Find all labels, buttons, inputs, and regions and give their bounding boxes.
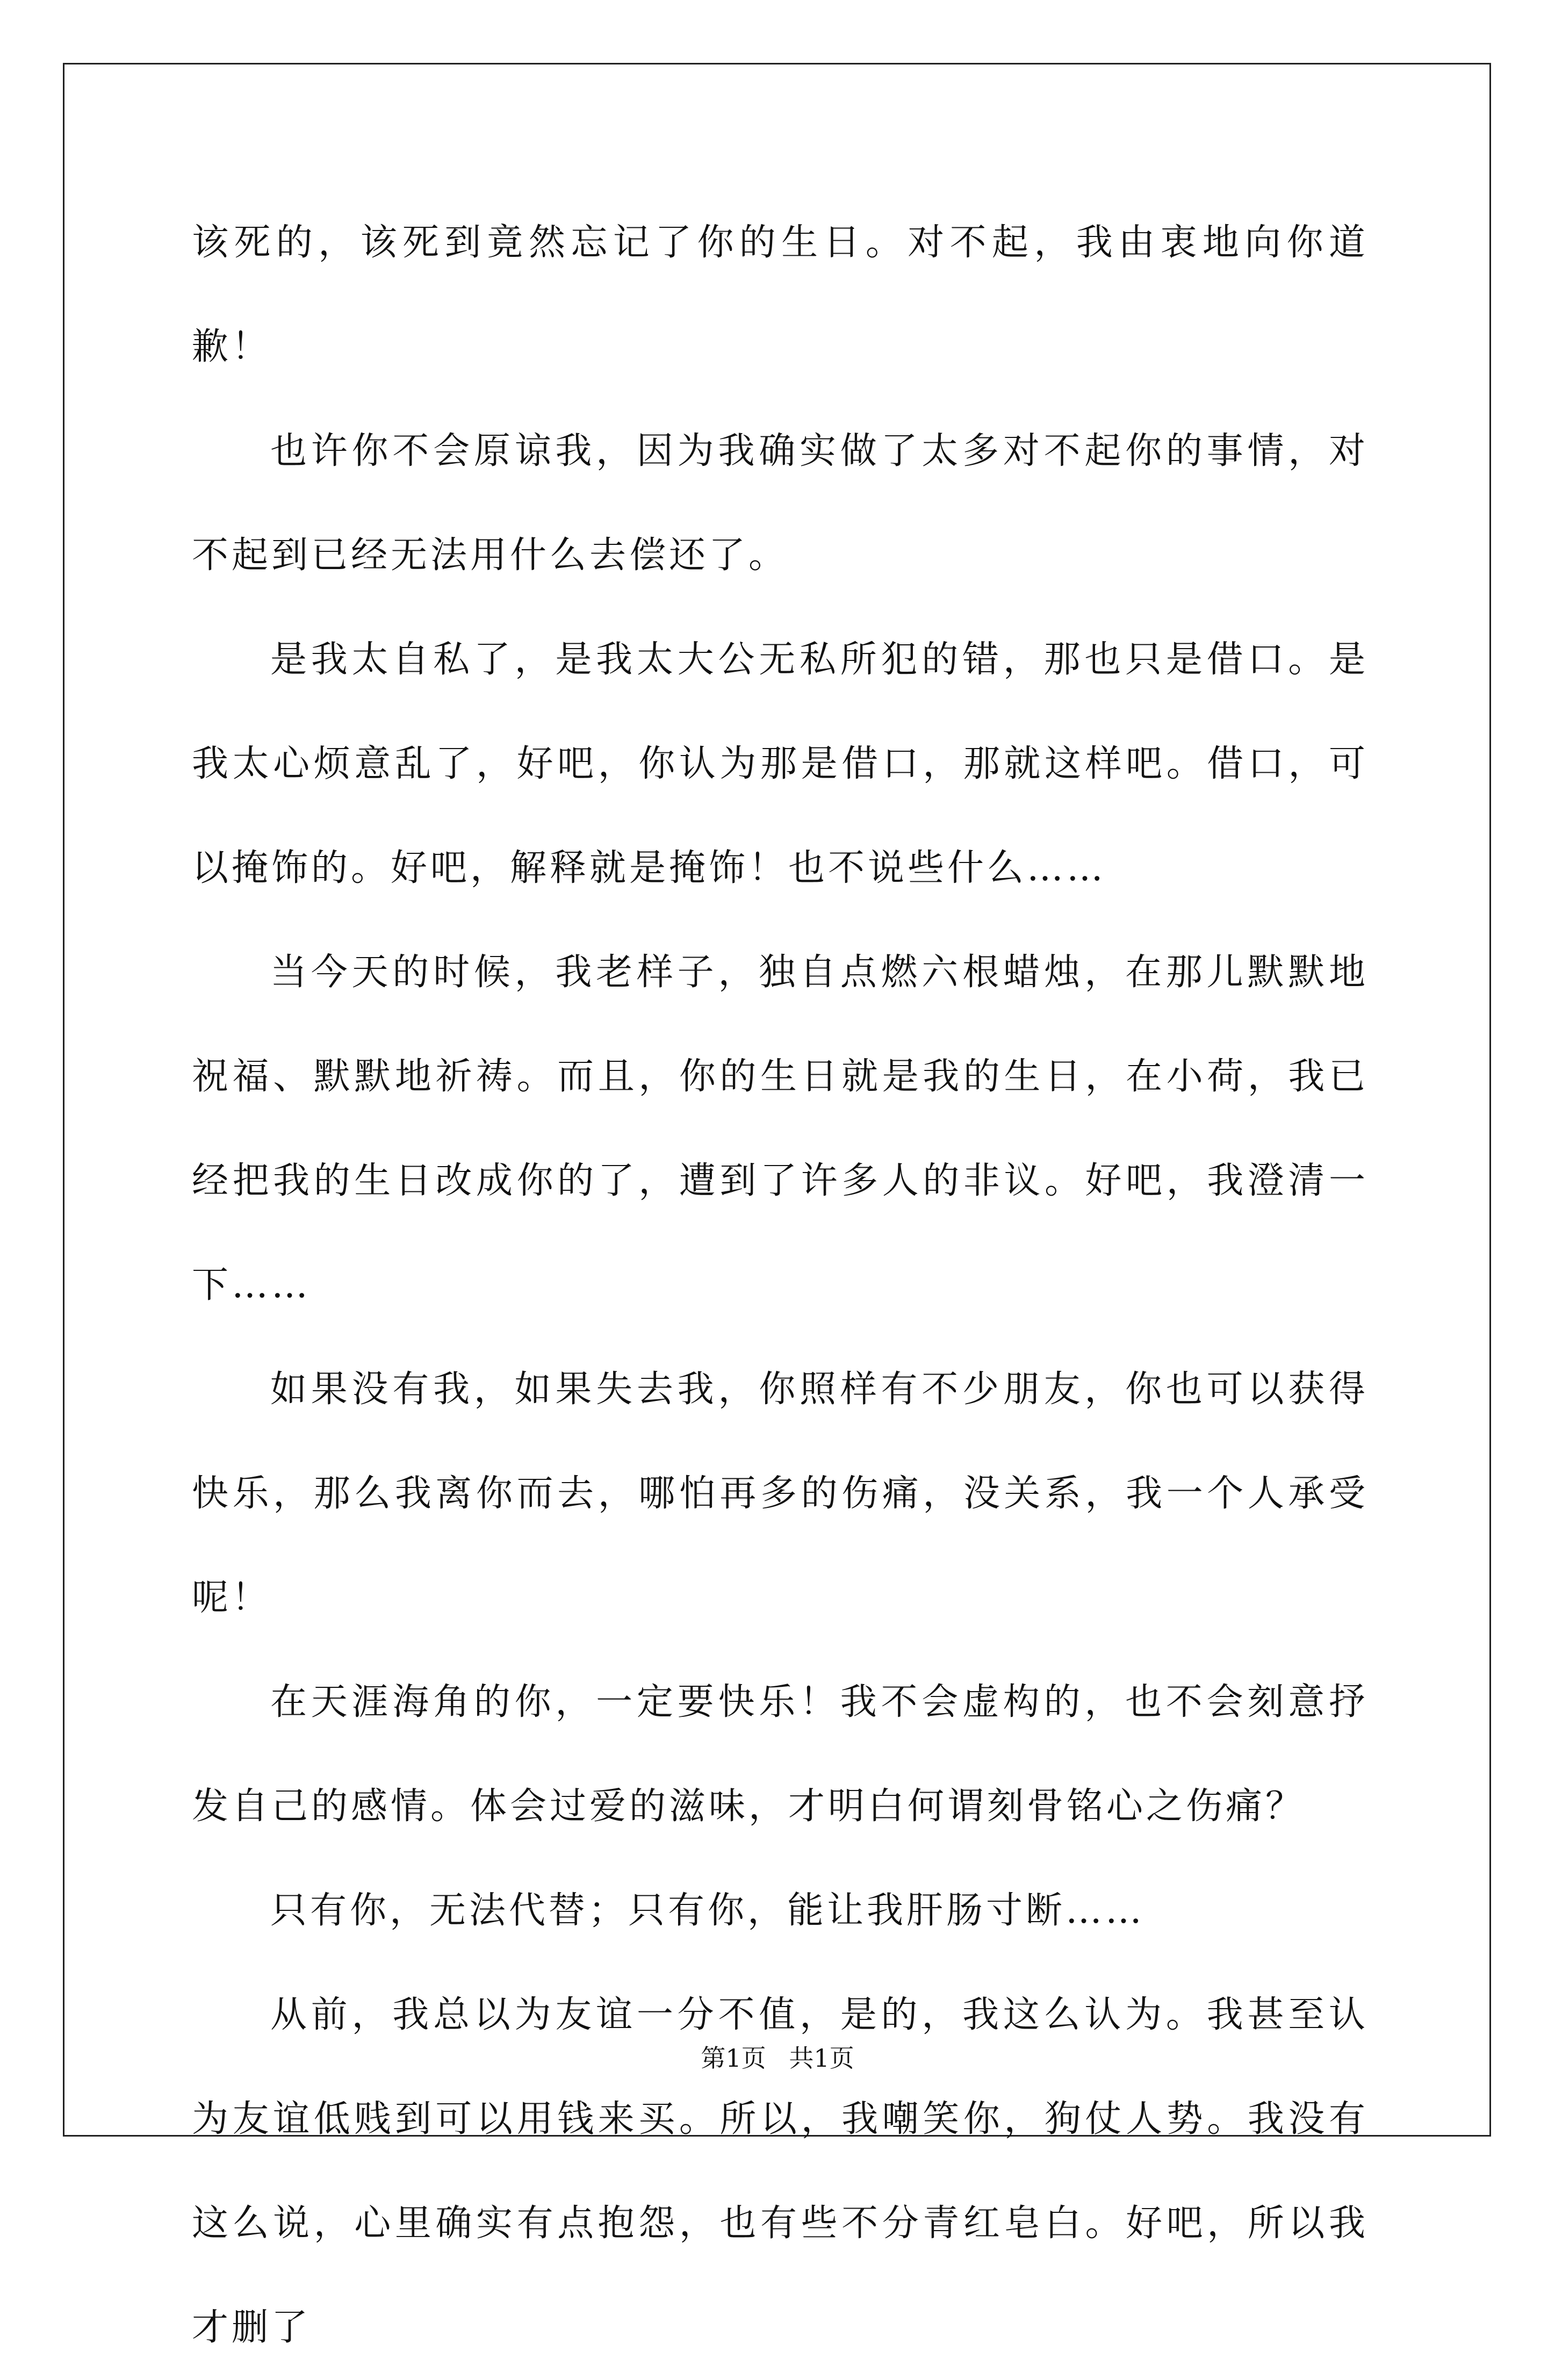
paragraph-7: 只有你，无法代替；只有你，能让我肝肠寸断……: [270, 1889, 1146, 1932]
paragraph-4: 当今天的时候，我老样子，独自点燃六根蜡烛，在那儿默默地祝福、默默地祈祷。而且，你的生日就是我的生日，在小荷，我已经把我的生日改成你的了，遭到了许多人的非议。好吧，我澄清一下……: [192, 951, 1369, 1306]
paragraph-1: 该死的，该死到竟然忘记了你的生日。对不起，我由衷地向你道歉！: [192, 221, 1369, 368]
paragraph-3: 是我太自私了，是我太大公无私所犯的错，那也只是借口。是我太心烦意乱了，好吧，你认为那是借口，那就这样吧。借口，可以掩饰的。好吧，解释就是掩饰！也不说些什么……: [192, 638, 1369, 889]
paragraph-6: 在天涯海角的你，一定要快乐！我不会虚构的，也不会刻意抒发自己的感情。体会过爱的滋味，才明白何谓刻骨铭心之伤痛？: [192, 1681, 1369, 1828]
page-number: 第1页: [701, 2044, 766, 2073]
paragraph-5: 如果没有我，如果失去我，你照样有不少朋友，你也可以获得快乐，那么我离你而去，哪怕再多的伤痛，没关系，我一个人承受呢！: [192, 1368, 1369, 1619]
page-footer: [0, 2042, 1555, 2074]
page-total: 共1页: [789, 2044, 854, 2073]
paragraph-2: 也许你不会原谅我，因为我确实做了太多对不起你的事情，对不起到已经无法用什么去偿还了。: [192, 430, 1369, 577]
paragraph-8: 从前，我总以为友谊一分不值，是的，我这么认为。我甚至认为友谊低贱到可以用钱来买。所以，我嘲笑你，狗仗人势。我没有这么说，心里确实有点抱怨，也有些不分青红皂白。好吧，所以我才删了: [192, 1994, 1369, 2349]
